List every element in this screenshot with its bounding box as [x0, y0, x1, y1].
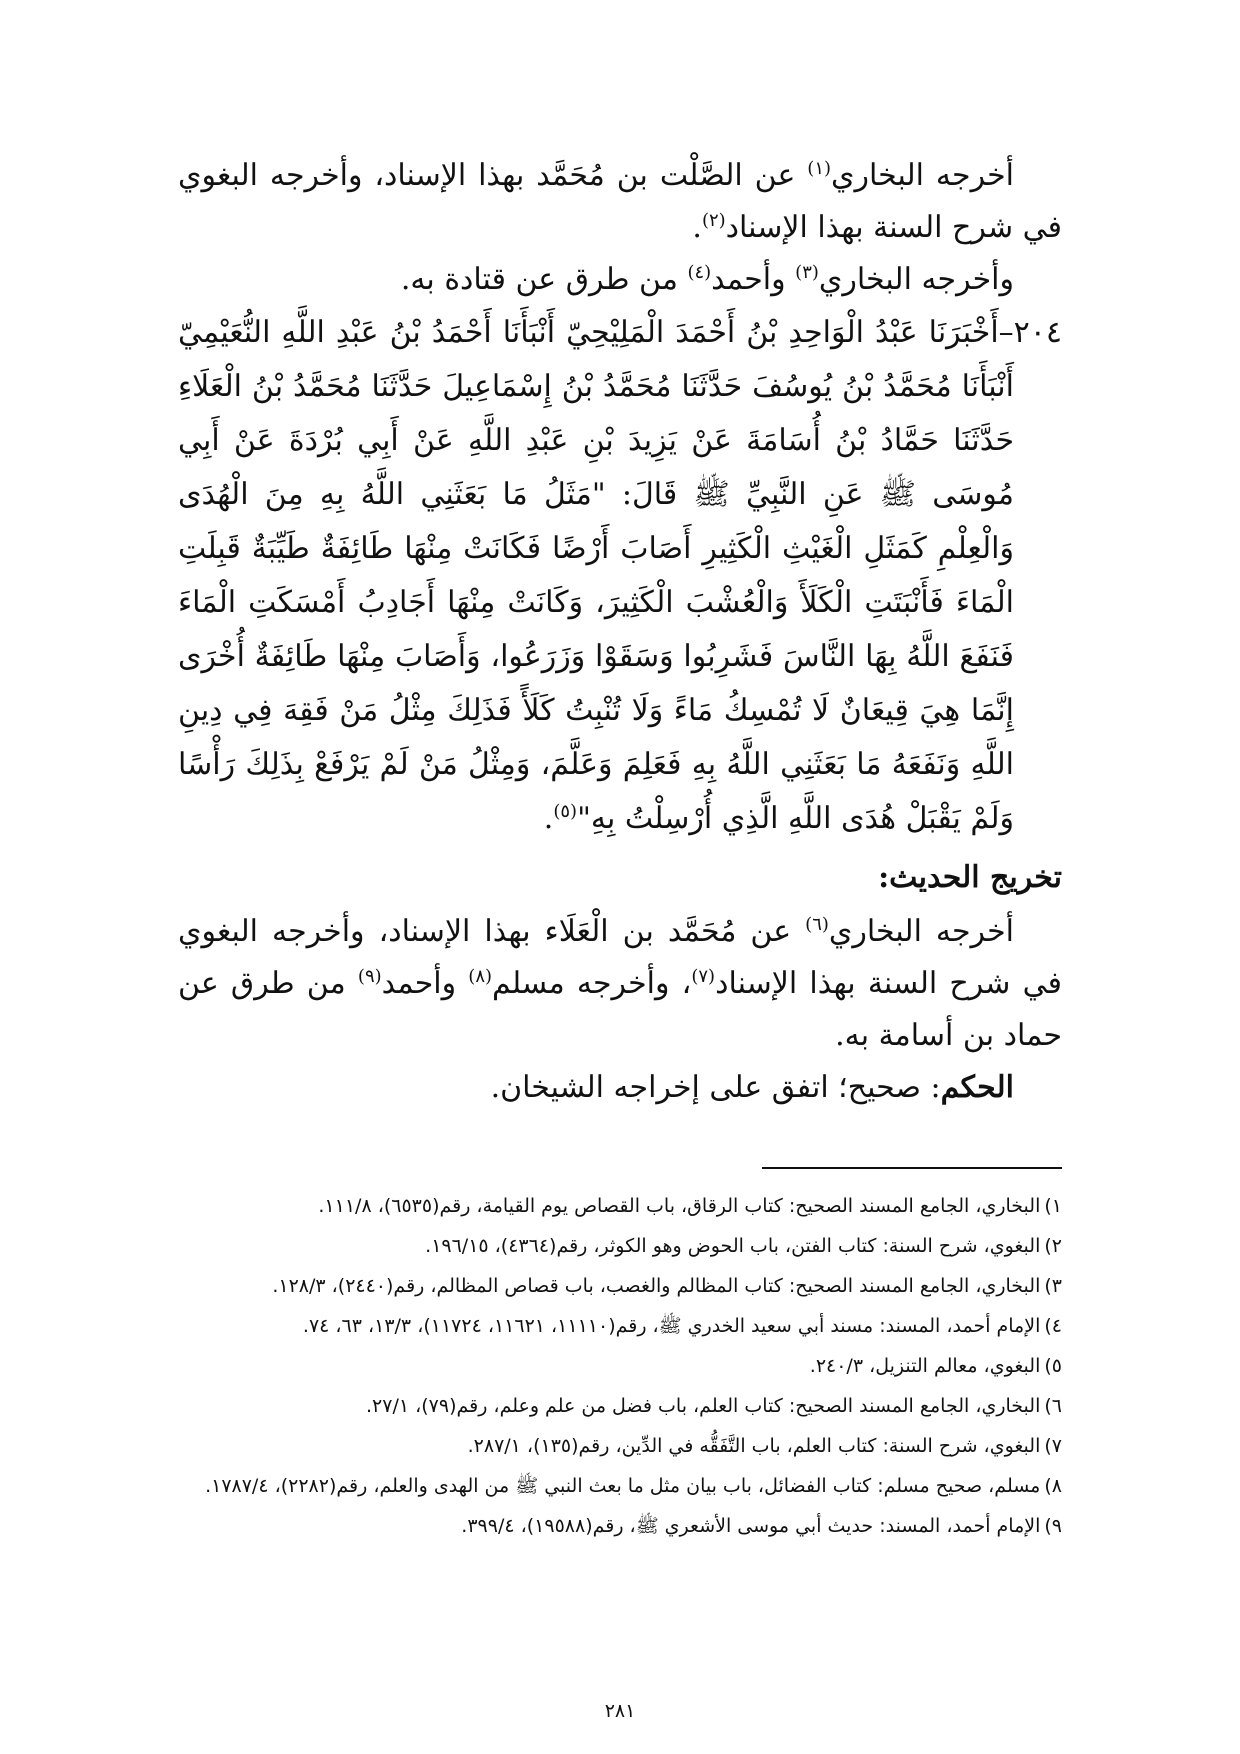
footnote-ref-3[interactable]: (٣): [795, 262, 819, 283]
ruling-text: : صحيح؛ اتفق على إخراجه الشيخان.: [490, 1070, 941, 1105]
footnote-1: [178, 1186, 1062, 1226]
hadith-text: .: [543, 801, 554, 836]
footnote-separator: [762, 1167, 1062, 1169]
footnote-number: ٤): [1044, 1315, 1062, 1337]
footnote-text: البغوي، شرح السنة: كتاب العلم، باب التَّفَقُّه في الدِّين، رقم(١٣٥)، ٢٨٧/١.: [467, 1435, 1041, 1457]
footnote-ref-1[interactable]: (١): [807, 158, 832, 179]
footnote-number: ٥): [1044, 1355, 1062, 1377]
footnote-number: ٧): [1044, 1435, 1062, 1457]
footnote-ref-6[interactable]: (٦): [805, 914, 829, 935]
footnote-ref-8[interactable]: (٨): [468, 966, 493, 987]
footnotes-section: [178, 1186, 1062, 1546]
footnote-number: ٣): [1044, 1275, 1062, 1297]
takhrij-text: وأحمد: [381, 966, 469, 1001]
footnote-text: البخاري، الجامع المسند الصحيح: كتاب المظالم والغصب، باب قصاص المظالم، رقم(٢٤٤٠)، ١٢٨/٣.: [272, 1275, 1041, 1297]
footnote-number: ١): [1044, 1195, 1062, 1217]
footnote-text: البغوي، شرح السنة: كتاب الفتن، باب الحوض وهو الكوثر، رقم(٤٣٦٤)، ١٩٦/١٥.: [425, 1235, 1041, 1257]
ruling-paragraph: [178, 1062, 1062, 1114]
footnote-text: الإمام أحمد، المسند: حديث أبي موسى الأشعري ﷺ، رقم(١٩٥٨٨)، ٣٩٩/٤.: [461, 1515, 1041, 1537]
footnote-ref-7[interactable]: (٧): [691, 966, 716, 987]
takhrij-text: عن مُحَمَّد بن الْعَلَاء بهذا الإسناد، وأخرجه البغوي في شرح السنة بهذا الإسناد: [178, 914, 1062, 1001]
hadith-number: ٢٠٤–: [998, 315, 1062, 350]
intro-paragraph-2: [178, 254, 1062, 306]
footnote-ref-4[interactable]: (٤): [687, 262, 712, 283]
takhrij-text: ، وأخرجه مسلم: [492, 966, 692, 1001]
footnote-number: ٩): [1044, 1515, 1062, 1537]
footnote-6: [178, 1386, 1062, 1426]
intro-text: عن الصَّلْت بن مُحَمَّد بهذا الإسناد، وأخرجه البغوي في شرح السنة بهذا الإسناد: [178, 158, 1062, 245]
footnote-5: [178, 1346, 1062, 1386]
hadith-text: أَخْبَرَنَا عَبْدُ الْوَاحِدِ بْنُ أَحْمَدَ الْمَلِيْحِيّ أَنْبَأَنَا أَحْمَدُ بْنُ عَبْدِ اللَّهِ النُّعَيْمِيّ أَنْبَأَنَا مُحَمَّدُ بْنُ يُوسُفَ حَدَّثَنَا مُحَمَّدُ بْنُ إِسْمَاعِيلَ حَدَّثَنَا مُحَمَّدُ بْنُ الْعَلَاءِ حَدَّثَنَا حَمَّادُ بْنُ أُسَامَةَ عَنْ يَزِيدَ بْنِ عَبْدِ اللَّهِ عَنْ أَبِي بُرْدَةَ عَنْ أَبِي مُوسَى ﷺ عَنِ النَّبِيِّ ﷺ قَالَ: "مَثَلُ مَا بَعَثَنِي اللَّهُ بِهِ مِنَ الْهُدَى وَالْعِلْمِ كَمَثَلِ الْغَيْثِ الْكَثِيرِ أَصَابَ أَرْضًا فَكَانَتْ مِنْهَا طَائِفَةٌ طَيِّبَةٌ قَبِلَتِ الْمَاءَ فَأَنْبَتَتِ الْكَلَأَ وَالْعُشْبَ الْكَثِيرَ، وَكَانَتْ مِنْهَا أَجَادِبُ أَمْسَكَتِ الْمَاءَ فَنَفَعَ اللَّهُ بِهَا النَّاسَ فَشَرِبُوا وَسَقَوْا وَزَرَعُوا، وَأَصَابَ مِنْهَا طَائِفَةٌ أُخْرَى إِنَّمَا هِيَ قِيعَانٌ لَا تُمْسِكُ مَاءً وَلَا تُنْبِتُ كَلَأً فَذَلِكَ مِثْلُ مَنْ فَقِهَ فِي دِينِ اللَّهِ وَنَفَعَهُ مَا بَعَثَنِي اللَّهُ بِهِ فَعَلِمَ وَعَلَّمَ، وَمِثْلُ مَنْ لَمْ يَرْفَعْ بِذَلِكَ رَأْسًا وَلَمْ يَقْبَلْ هُدَى اللَّهِ الَّذِي أُرْسِلْتُ بِهِ": [178, 315, 1014, 836]
footnote-ref-9[interactable]: (٩): [357, 966, 382, 987]
takhrij-heading: تخريج الحديث:: [878, 860, 1062, 895]
footnote-text: الإمام أحمد، المسند: مسند أبي سعيد الخدري ﷺ، رقم(١١١١٠، ١١٦٢١، ١١٧٢٤)، ١٣/٣، ٦٣، ٧٤.: [302, 1315, 1041, 1337]
intro-text: .: [692, 210, 702, 245]
footnote-number: ٢): [1044, 1235, 1062, 1257]
page-number: ٢٨١: [604, 1700, 636, 1722]
takhrij-paragraph: [178, 906, 1062, 1062]
takhrij-text: من طرق عن حماد بن أسامة به.: [178, 966, 1062, 1053]
intro-paragraph-1: [178, 150, 1062, 254]
footnote-8: [178, 1466, 1062, 1506]
intro-text: وأحمد: [711, 262, 796, 297]
takhrij-text: أخرجه البخاري: [828, 914, 1014, 949]
footnote-ref-5[interactable]: (٥): [553, 801, 578, 822]
intro-text: من طرق عن قتادة به.: [400, 262, 688, 297]
footnote-9: [178, 1506, 1062, 1546]
main-text: [178, 150, 1062, 1114]
ruling-label: الحكم: [940, 1070, 1014, 1105]
hadith-paragraph: [178, 306, 1062, 846]
footnote-number: ٦): [1044, 1395, 1062, 1417]
footnote-7: [178, 1426, 1062, 1466]
footnote-2: [178, 1226, 1062, 1266]
footnote-4: [178, 1306, 1062, 1346]
intro-text: وأخرجه البخاري: [818, 262, 1014, 297]
footnote-text: البغوي، معالم التنزيل، ٢٤٠/٣.: [809, 1355, 1041, 1377]
footnote-number: ٨): [1044, 1475, 1062, 1497]
footnote-text: البخاري، الجامع المسند الصحيح: كتاب الرقاق، باب القصاص يوم القيامة، رقم(٦٥٣٥)، ١١١/٨.: [318, 1195, 1041, 1217]
footnote-text: البخاري، الجامع المسند الصحيح: كتاب العلم، باب فضل من علم وعلم، رقم(٧٩)، ٢٧/١.: [365, 1395, 1041, 1417]
intro-text: أخرجه البخاري: [831, 158, 1014, 193]
footnote-ref-2[interactable]: (٢): [701, 210, 726, 231]
footnote-3: [178, 1266, 1062, 1306]
footnote-text: مسلم، صحيح مسلم: كتاب الفضائل، باب بيان مثل ما بعث النبي ﷺ من الهدى والعلم، رقم(٢٢٨٢)، ١٧٨٧/٤.: [205, 1475, 1041, 1497]
